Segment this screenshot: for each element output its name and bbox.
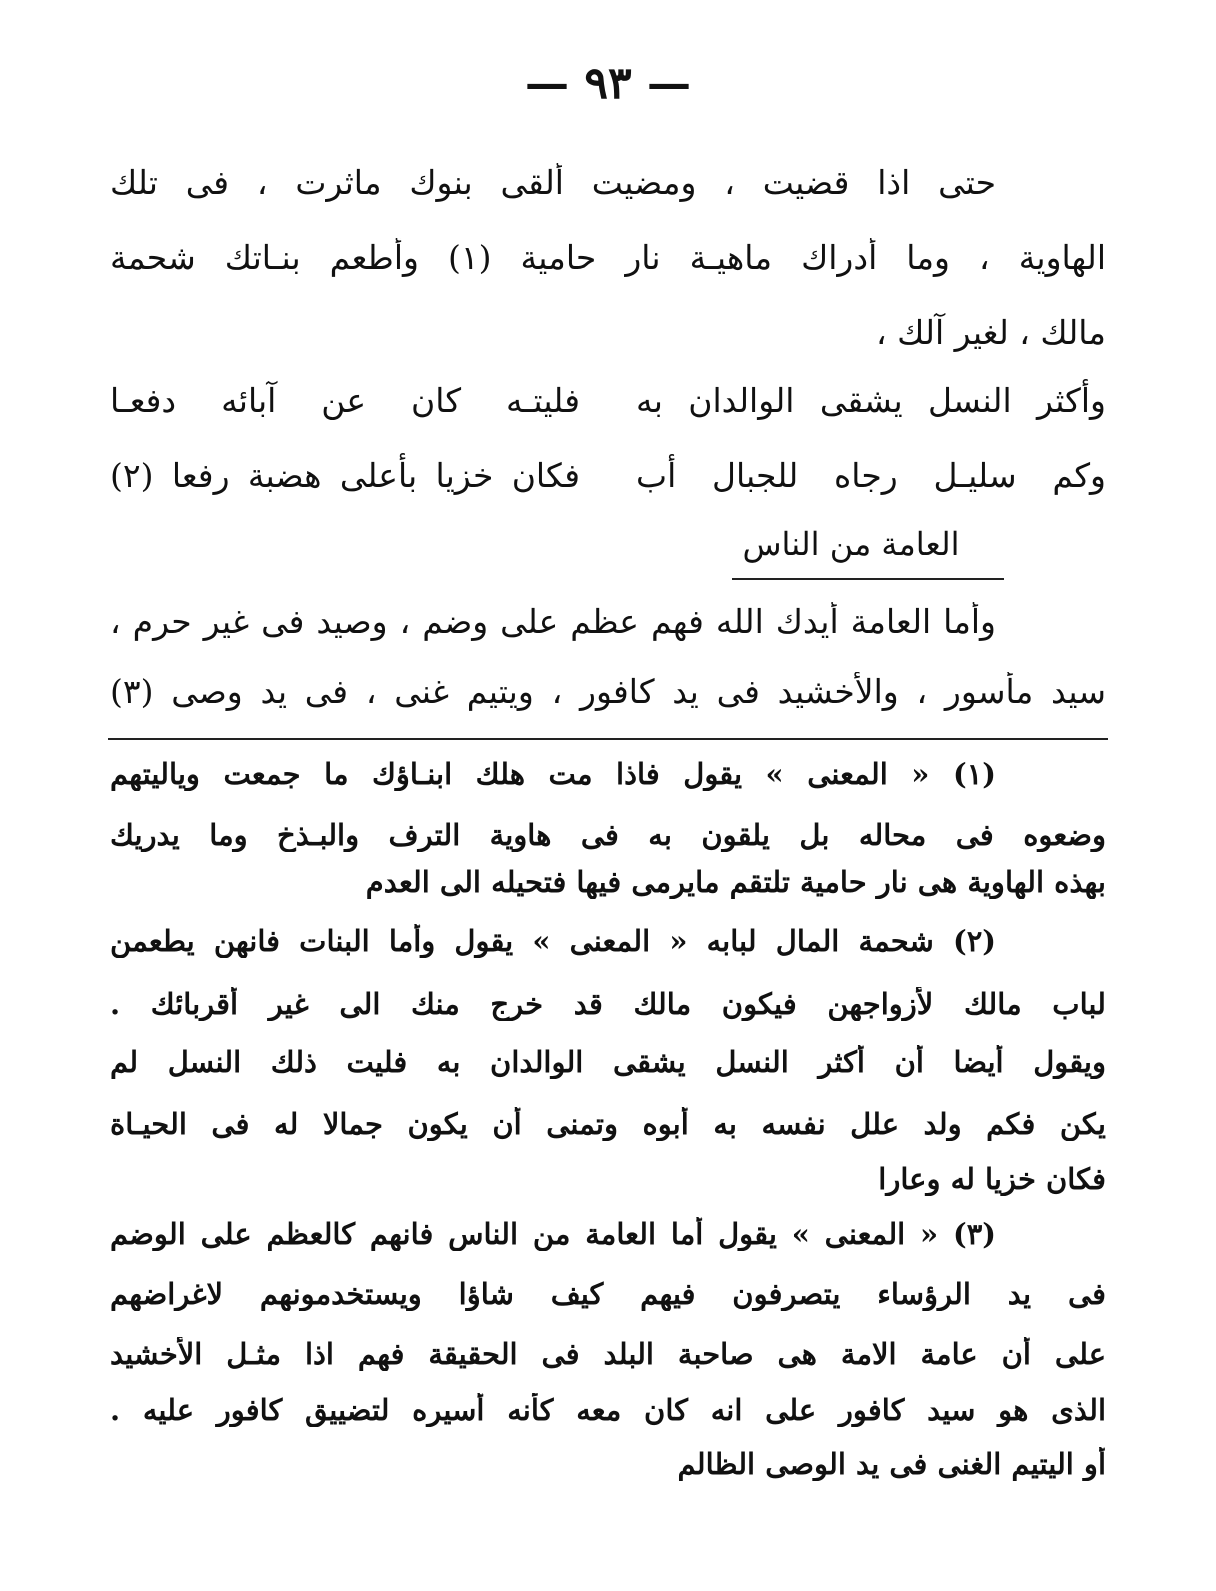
prose-line-3: مالك ، لغير آلك ، bbox=[875, 313, 1106, 352]
verse-1-first-hemistich: وأكثر النسل يشقى الوالدان به bbox=[636, 381, 1106, 420]
prose-line-2: الهاوية ، وما أدراك ماهيـة نار حامية (١) وأطعم بنـاتك شحمة bbox=[110, 238, 1106, 277]
prose-line-1: حتى اذا قضيت ، ومضيت ألقى بنوك ماثرت ، فى تلك bbox=[110, 163, 996, 202]
section-line-1: وأما العامة أيدك الله فهم عظم على وضم ، وصيد فى غير حرم ، bbox=[110, 602, 996, 641]
verse-2-first-hemistich: وكم سليـل رجاه للجبال أب bbox=[636, 456, 1106, 495]
section-line-2: سيد مأسور ، والأخشيد فى يد كافور ، ويتيم غنى ، فى يد وصى (٣) bbox=[110, 672, 1106, 711]
footnote-divider bbox=[108, 738, 1108, 740]
footnote-line-9: (٣) « المعنى » يقول أما العامة من الناس فانهم كالعظم على الوضم bbox=[110, 1217, 996, 1251]
verse-2-second-hemistich: فكان خزيا بأعلى هضبة رفعا (٢) bbox=[110, 456, 580, 495]
footnote-line-4: (٢) شحمة المال لبابه « المعنى » يقول وأما البنات فانهن يطعمن bbox=[110, 924, 996, 958]
footnote-line-2: وضعوه فى محاله بل يلقون به فى هاوية الترف والبـذخ وما يدريك bbox=[110, 818, 1106, 852]
footnote-line-11: على أن عامة الامة هى صاحبة البلد فى الحقيقة فهم اذا مثـل الأخشيد bbox=[110, 1337, 1106, 1371]
heading-underline bbox=[732, 578, 1004, 580]
footnote-line-1: (١) « المعنى » يقول فاذا مت هلك ابنـاؤك ما جمعت وياليتهم bbox=[110, 757, 996, 791]
section-heading: العامة من الناس bbox=[742, 525, 960, 563]
footnote-line-7: يكن فكم ولد علل نفسه به أبوه وتمنى أن يكون جمالا له فى الحيـاة bbox=[110, 1107, 1106, 1141]
page-number: — ٩٣ — bbox=[525, 58, 691, 109]
footnote-line-6: ويقول أيضا أن أكثر النسل يشقى الوالدان به فليت ذلك النسل لم bbox=[110, 1045, 1106, 1079]
verse-1 bbox=[110, 381, 1106, 431]
footnote-line-13: أو اليتيم الغنى فى يد الوصى الظالم bbox=[677, 1447, 1106, 1481]
verse-2 bbox=[110, 456, 1106, 506]
footnote-line-10: فى يد الرؤساء يتصرفون فيهم كيف شاؤا ويستخدمونهم لاغراضهم bbox=[110, 1277, 1106, 1311]
verse-1-second-hemistich: فليتـه كان عن آبائه دفعـا bbox=[110, 381, 580, 420]
footnote-line-3: بهذه الهاوية هى نار حامية تلتقم مايرمى فيها فتحيله الى العدم bbox=[365, 865, 1106, 899]
footnote-line-5: لباب مالك لأزواجهن فيكون مالك قد خرج منك الى غير أقربائك . bbox=[110, 987, 1106, 1021]
footnote-line-12: الذى هو سيد كافور على انه كان معه كأنه أسيره لتضييق كافور عليه . bbox=[110, 1393, 1106, 1427]
footnote-line-8: فكان خزيا له وعارا bbox=[878, 1162, 1106, 1196]
